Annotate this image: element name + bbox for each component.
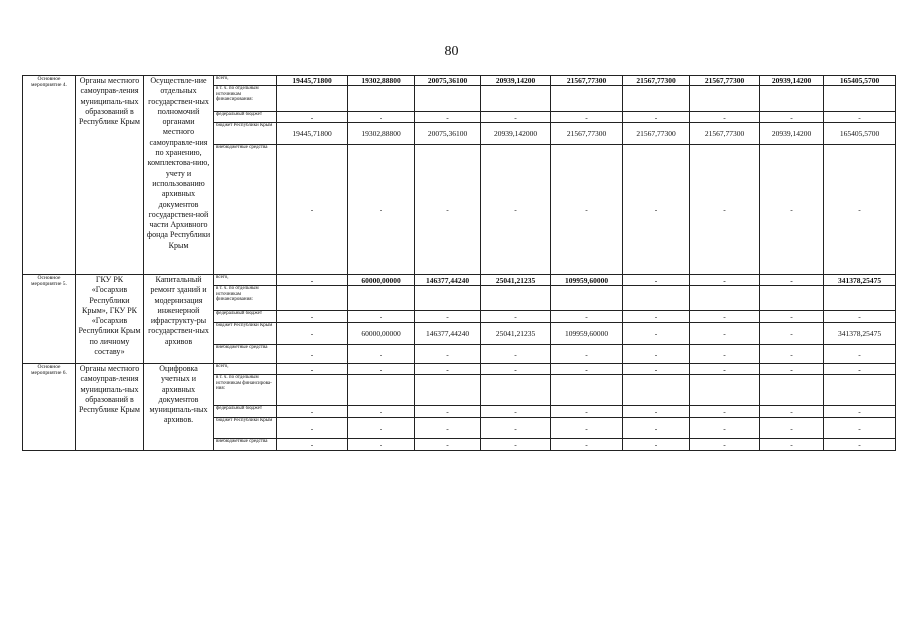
amount-cell: -	[824, 345, 896, 364]
budget-table	[22, 75, 896, 451]
amount-cell: -	[760, 311, 824, 323]
funding-source: федеральный бюджет	[214, 112, 277, 123]
amount-cell: -	[551, 112, 623, 123]
amount-cell: 341378,25475	[824, 323, 896, 345]
amount-cell	[690, 286, 760, 311]
amount-cell: -	[481, 145, 551, 275]
amount-cell: -	[824, 145, 896, 275]
amount-cell: 146377,44240	[415, 275, 481, 286]
amount-cell: -	[415, 364, 481, 375]
amount-cell: -	[824, 418, 896, 439]
amount-cell: -	[277, 145, 348, 275]
funding-source: внебюджетные средства	[214, 145, 277, 275]
amount-cell: -	[277, 275, 348, 286]
table-row	[23, 275, 896, 286]
amount-cell: -	[415, 439, 481, 451]
amount-cell	[348, 375, 415, 406]
amount-cell: -	[760, 418, 824, 439]
amount-cell: -	[551, 418, 623, 439]
amount-cell	[348, 286, 415, 311]
amount-cell: -	[623, 345, 690, 364]
amount-cell	[760, 375, 824, 406]
funding-source: внебюджетные средства	[214, 345, 277, 364]
amount-cell: -	[690, 364, 760, 375]
amount-cell: -	[415, 145, 481, 275]
amount-cell	[623, 286, 690, 311]
amount-cell: 21567,77300	[623, 76, 690, 86]
amount-cell	[824, 86, 896, 112]
amount-cell: -	[760, 275, 824, 286]
amount-cell: -	[690, 323, 760, 345]
amount-cell	[415, 286, 481, 311]
amount-cell: 20939,14200	[481, 76, 551, 86]
amount-cell: 60000,00000	[348, 323, 415, 345]
amount-cell: 21567,77300	[551, 123, 623, 145]
amount-cell: -	[824, 311, 896, 323]
amount-cell: 109959,60000	[551, 275, 623, 286]
amount-cell: -	[277, 418, 348, 439]
amount-cell: 146377,44240	[415, 323, 481, 345]
funding-source: бюджет Республики Крым	[214, 123, 277, 145]
amount-cell: -	[481, 418, 551, 439]
amount-cell: 109959,60000	[551, 323, 623, 345]
amount-cell: 21567,77300	[623, 123, 690, 145]
amount-cell: 19302,88800	[348, 123, 415, 145]
funding-source: бюджет Республики Крым	[214, 418, 277, 439]
amount-cell: -	[277, 439, 348, 451]
amount-cell: -	[551, 406, 623, 418]
funding-source: федеральный бюджет	[214, 406, 277, 418]
amount-cell: -	[277, 323, 348, 345]
amount-cell	[415, 86, 481, 112]
amount-cell: -	[415, 418, 481, 439]
amount-cell: -	[277, 406, 348, 418]
amount-cell: 341378,25475	[824, 275, 896, 286]
amount-cell	[415, 375, 481, 406]
amount-cell: -	[760, 112, 824, 123]
measure-name: Капитальный ремонт зданий и модернизация инженерной ифраструкту-ры государствен-ных архивов	[144, 275, 214, 364]
page-number: 80	[444, 44, 459, 59]
amount-cell	[623, 86, 690, 112]
amount-cell: -	[277, 311, 348, 323]
amount-cell	[690, 86, 760, 112]
amount-cell: 20939,14200	[760, 123, 824, 145]
amount-cell	[481, 286, 551, 311]
amount-cell: -	[481, 311, 551, 323]
funding-source: всего,	[214, 275, 277, 286]
amount-cell: 21567,77300	[690, 76, 760, 86]
amount-cell: -	[348, 418, 415, 439]
funding-source: внебюджетные средства	[214, 439, 277, 451]
amount-cell: 25041,21235	[481, 275, 551, 286]
amount-cell: -	[623, 418, 690, 439]
amount-cell: -	[824, 439, 896, 451]
amount-cell: -	[824, 364, 896, 375]
amount-cell: -	[348, 364, 415, 375]
amount-cell: -	[551, 145, 623, 275]
measure-code: Основное мероприятие 5.	[23, 275, 76, 364]
amount-cell: -	[481, 439, 551, 451]
amount-cell	[551, 86, 623, 112]
amount-cell: -	[415, 406, 481, 418]
funding-source: бюджет Республики Крым	[214, 323, 277, 345]
table-row	[23, 76, 896, 86]
amount-cell	[348, 86, 415, 112]
amount-cell	[690, 375, 760, 406]
amount-cell	[551, 375, 623, 406]
amount-cell	[760, 86, 824, 112]
amount-cell: -	[690, 345, 760, 364]
table-row	[23, 364, 896, 375]
amount-cell: -	[348, 439, 415, 451]
amount-cell: -	[623, 406, 690, 418]
amount-cell: -	[623, 439, 690, 451]
amount-cell: -	[690, 418, 760, 439]
amount-cell: -	[415, 112, 481, 123]
amount-cell: -	[690, 275, 760, 286]
funding-source: в т. ч. по отдельным источникам финансирования:	[214, 286, 277, 311]
amount-cell: -	[348, 112, 415, 123]
amount-cell: -	[277, 112, 348, 123]
amount-cell	[760, 286, 824, 311]
amount-cell: 165405,5700	[824, 76, 896, 86]
amount-cell: 20939,14200	[760, 76, 824, 86]
amount-cell: 21567,77300	[690, 123, 760, 145]
amount-cell: -	[690, 311, 760, 323]
amount-cell: 19445,71800	[277, 123, 348, 145]
amount-cell: -	[760, 439, 824, 451]
amount-cell: -	[623, 311, 690, 323]
amount-cell: -	[690, 406, 760, 418]
funding-source: всего,	[214, 364, 277, 375]
amount-cell: -	[760, 406, 824, 418]
amount-cell	[481, 86, 551, 112]
executor-cell: Органы местного самоуправ-ления муниципаль-ных образований в Республике Крым	[76, 76, 144, 275]
amount-cell: -	[623, 112, 690, 123]
executor-cell: Органы местного самоуправ-ления муниципаль-ных образований в Республике Крым	[76, 364, 144, 451]
amount-cell	[277, 286, 348, 311]
amount-cell: -	[348, 311, 415, 323]
amount-cell: -	[551, 345, 623, 364]
amount-cell: -	[623, 364, 690, 375]
amount-cell: 165405,5700	[824, 123, 896, 145]
measure-code: Основное мероприятие 4.	[23, 76, 76, 275]
measure-name: Оцифровка учетных и архивных документов муниципаль-ных архивов.	[144, 364, 214, 451]
amount-cell: 25041,21235	[481, 323, 551, 345]
funding-source: в т. ч. по отдельным источникам финансирова-ния:	[214, 375, 277, 406]
amount-cell: 20939,142000	[481, 123, 551, 145]
amount-cell: -	[690, 145, 760, 275]
amount-cell: -	[623, 323, 690, 345]
amount-cell: -	[760, 323, 824, 345]
executor-cell: ГКУ РК «Госархив Республики Крым», ГКУ РК «Госархив Республики Крым по личному составу»	[76, 275, 144, 364]
amount-cell	[277, 375, 348, 406]
measure-name: Осуществле-ние отдельных государствен-ных полномочий органами местного самоуправле-ния по хранению, комплектова-нию, учету и использованию архивных документов государствен-ной части Архивного фонда Республики Крым	[144, 76, 214, 275]
amount-cell: -	[623, 275, 690, 286]
amount-cell: 60000,00000	[348, 275, 415, 286]
amount-cell	[481, 375, 551, 406]
funding-source: федеральный бюджет	[214, 311, 277, 323]
amount-cell	[824, 286, 896, 311]
funding-source: в т. ч. по отдельным источникам финансирования:	[214, 86, 277, 112]
amount-cell: -	[760, 364, 824, 375]
amount-cell: 19302,88800	[348, 76, 415, 86]
amount-cell: -	[415, 311, 481, 323]
amount-cell: -	[690, 112, 760, 123]
funding-source: всего,	[214, 76, 277, 86]
amount-cell: -	[481, 406, 551, 418]
measure-code: Основное мероприятие 6.	[23, 364, 76, 451]
amount-cell: 19445,71800	[277, 76, 348, 86]
amount-cell: -	[760, 345, 824, 364]
amount-cell: -	[348, 145, 415, 275]
amount-cell: -	[623, 145, 690, 275]
amount-cell: -	[551, 439, 623, 451]
amount-cell: -	[481, 345, 551, 364]
amount-cell: -	[348, 406, 415, 418]
amount-cell: -	[481, 112, 551, 123]
amount-cell: -	[824, 112, 896, 123]
amount-cell: -	[415, 345, 481, 364]
amount-cell: -	[348, 345, 415, 364]
amount-cell	[551, 286, 623, 311]
amount-cell	[824, 375, 896, 406]
amount-cell: -	[824, 406, 896, 418]
amount-cell: -	[481, 364, 551, 375]
amount-cell: -	[551, 364, 623, 375]
amount-cell: -	[690, 439, 760, 451]
amount-cell	[277, 86, 348, 112]
amount-cell: -	[551, 311, 623, 323]
amount-cell: -	[277, 364, 348, 375]
amount-cell: -	[277, 345, 348, 364]
amount-cell: 20075,36100	[415, 123, 481, 145]
amount-cell	[623, 375, 690, 406]
amount-cell: -	[760, 145, 824, 275]
amount-cell: 21567,77300	[551, 76, 623, 86]
amount-cell: 20075,36100	[415, 76, 481, 86]
